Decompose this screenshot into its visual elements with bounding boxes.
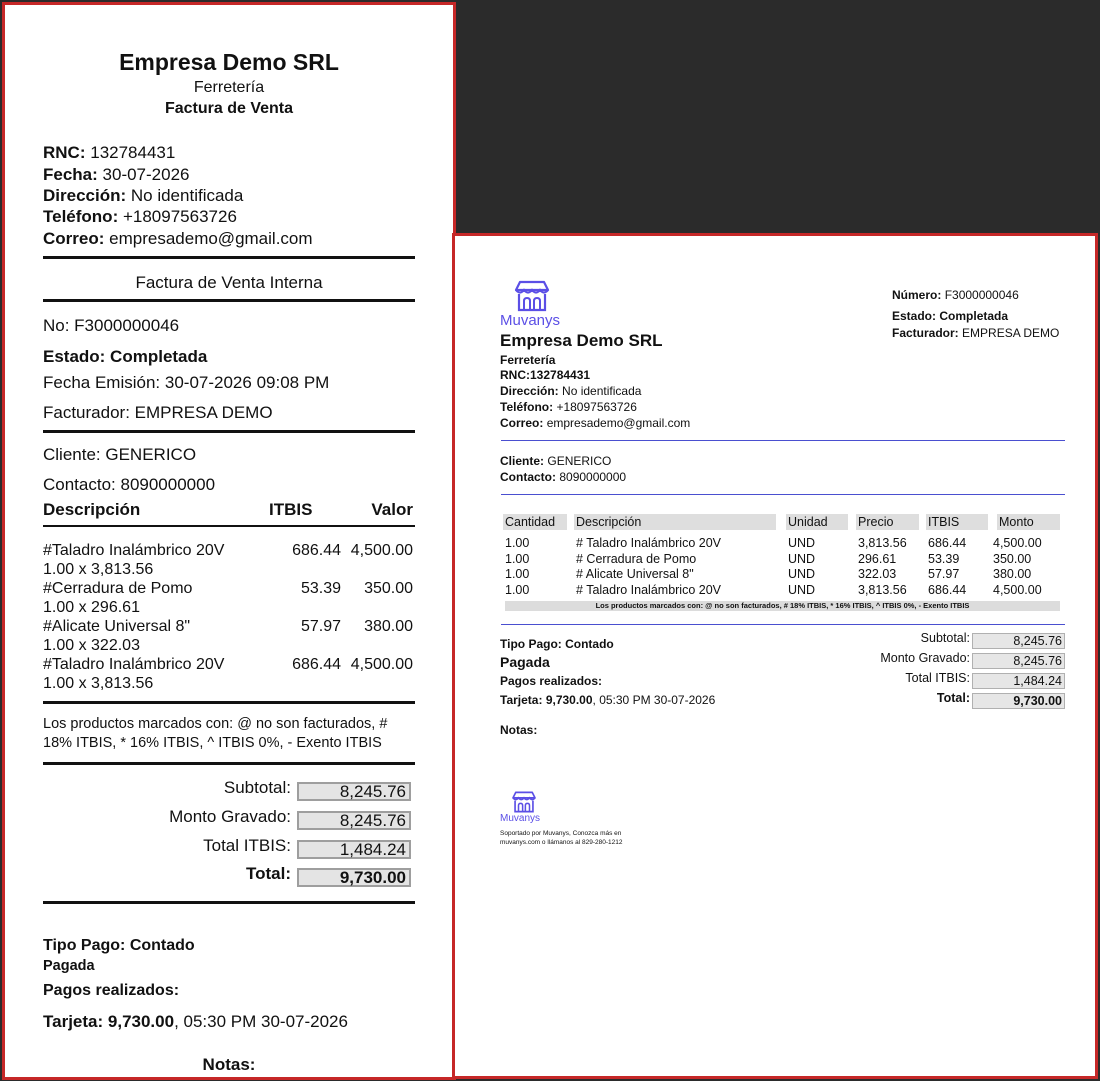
row-itbis: 53.39 (928, 551, 960, 566)
invoice-number: Número: F3000000046 (892, 288, 1019, 302)
gravado-value: 8,245.76 (972, 653, 1065, 669)
row-cantidad: 1.00 (505, 567, 530, 581)
row-monto: 4,500.00 (993, 582, 1042, 597)
col-itbis: ITBIS (926, 514, 988, 530)
company-rnc: RNC:132784431 (500, 368, 591, 382)
itbis-note-2: 18% ITBIS, * 16% ITBIS, ^ ITBIS 0%, - Exento ITBIS (43, 735, 382, 751)
invoice-panel (452, 233, 1098, 1079)
invoice-status: Estado: Completada (892, 309, 1009, 323)
receipt-panel (2, 2, 456, 1080)
row-precio: 322.03 (858, 567, 897, 581)
item-valor: 4,500.00 (350, 542, 413, 559)
col-cantidad: Cantidad (503, 514, 567, 530)
invoice-status: Estado: Completada (43, 347, 208, 366)
itbis-total-value: 1,484.24 (297, 840, 411, 859)
contact: Contacto: 8090000000 (43, 475, 216, 494)
itbis-note: Los productos marcados con: @ no son facturados, # 18% ITBIS, * 16% ITBIS, ^ ITBIS 0%, - Exento ITBIS (505, 601, 1060, 611)
subtotal-label: Subtotal: (223, 778, 291, 797)
company-phone: Teléfono: +18097563726 (500, 400, 637, 414)
item-itbis: 57.97 (300, 618, 341, 635)
company-name: Empresa Demo SRL (500, 331, 663, 350)
row-cantidad: 1.00 (505, 582, 530, 597)
divider (43, 430, 415, 433)
company-address: Dirección: No identificada (500, 384, 642, 398)
invoice-number: No: F3000000046 (43, 316, 180, 335)
divider (501, 494, 1065, 495)
payment-status: Pagada (43, 958, 95, 974)
item-valor: 350.00 (364, 580, 413, 597)
row-monto: 350.00 (993, 551, 1032, 566)
col-header-desc: Descripción (43, 500, 141, 519)
item-desc: #Alicate Universal 8" (43, 618, 191, 635)
payment-detail: Tarjeta: 9,730.00, 05:30 PM 30-07-2026 (43, 1012, 348, 1031)
payment-type: Tipo Pago: Contado (43, 937, 195, 954)
notes-label: Notas: (500, 723, 538, 737)
row-unidad: UND (788, 567, 816, 581)
item-desc: #Cerradura de Pomo (43, 580, 193, 597)
item-itbis: 686.44 (292, 656, 341, 673)
company-type: Ferretería (500, 353, 556, 367)
footer-line-1: Soportado por Muvanys, Conozca más en (500, 830, 622, 837)
telefono-line: Teléfono: +18097563726 (43, 207, 237, 226)
row-cantidad: 1.00 (505, 551, 530, 566)
row-desc: # Cerradura de Pomo (576, 551, 697, 566)
divider (43, 525, 415, 527)
company-type: Ferretería (193, 79, 265, 96)
item-valor: 380.00 (364, 618, 413, 635)
total-value: 9,730.00 (972, 693, 1065, 709)
item-desc: #Taladro Inalámbrico 20V (43, 542, 225, 559)
payments-made: Pagos realizados: (500, 674, 603, 688)
invoice-contact: Contacto: 8090000000 (500, 470, 627, 484)
divider (501, 440, 1065, 441)
row-monto: 380.00 (993, 567, 1032, 581)
item-qty: 1.00 x 296.61 (43, 599, 140, 616)
itbis-total-label: Total ITBIS: (905, 671, 970, 685)
item-qty: 1.00 x 322.03 (43, 637, 140, 654)
itbis-total-value: 1,484.24 (972, 673, 1065, 689)
gravado-label: Monto Gravado: (880, 651, 970, 665)
payments-made: Pagos realizados: (43, 982, 180, 999)
subtotal-value: 8,245.76 (972, 633, 1065, 649)
footer-line-2: muvanys.com o llámanos al 829-280-1212 (500, 839, 623, 846)
row-desc: # Taladro Inalámbrico 20V (576, 582, 721, 597)
divider (43, 901, 415, 904)
item-itbis: 53.39 (300, 580, 341, 597)
company-email: Correo: empresademo@gmail.com (500, 416, 691, 430)
biller: Facturador: EMPRESA DEMO (43, 403, 273, 422)
rnc-line: RNC: 132784431 (43, 143, 176, 162)
receipt-title: Factura de Venta (164, 100, 294, 117)
gravado-label: Monto Gravado: (169, 807, 291, 826)
divider (43, 701, 415, 704)
subtotal-label: Subtotal: (920, 631, 970, 645)
divider (43, 762, 415, 765)
footer-brand-name: Muvanys (500, 813, 541, 824)
divider (43, 299, 415, 302)
fecha-line: Fecha: 30-07-2026 (43, 165, 190, 184)
total-label: Total: (245, 864, 291, 883)
company-name: Empresa Demo SRL (119, 49, 339, 75)
col-unidad: Unidad (786, 514, 848, 530)
notes-label: Notas: (202, 1055, 256, 1074)
payment-status: Pagada (500, 654, 550, 670)
emission-date: Fecha Emisión: 30-07-2026 09:08 PM (43, 373, 330, 392)
row-desc: # Taladro Inalámbrico 20V (576, 536, 721, 550)
section-title: Factura de Venta Interna (135, 273, 323, 292)
row-itbis: 57.97 (928, 567, 960, 581)
item-valor: 4,500.00 (350, 656, 413, 673)
col-monto: Monto (997, 514, 1060, 530)
payment-detail: Tarjeta: 9,730.00, 05:30 PM 30-07-2026 (500, 693, 716, 707)
divider (43, 256, 415, 259)
row-monto: 4,500.00 (993, 536, 1042, 550)
item-qty: 1.00 x 3,813.56 (43, 561, 154, 578)
client: Cliente: GENERICO (43, 445, 197, 464)
col-precio: Precio (856, 514, 919, 530)
subtotal-value: 8,245.76 (297, 782, 411, 801)
item-qty: 1.00 x 3,813.56 (43, 675, 154, 692)
itbis-total-label: Total ITBIS: (203, 836, 291, 855)
correo-line: Correo: empresademo@gmail.com (43, 229, 313, 248)
row-cantidad: 1.00 (505, 536, 530, 550)
divider (501, 624, 1065, 625)
item-itbis: 686.44 (292, 542, 341, 559)
row-unidad: UND (788, 536, 816, 550)
row-itbis: 686.44 (928, 582, 967, 597)
row-itbis: 686.44 (928, 536, 967, 550)
col-header-itbis: ITBIS (269, 500, 313, 519)
row-unidad: UND (788, 582, 816, 597)
col-header-valor: Valor (371, 500, 413, 519)
row-desc: # Alicate Universal 8" (576, 567, 694, 581)
total-value: 9,730.00 (297, 868, 411, 887)
row-unidad: UND (788, 551, 816, 566)
direccion-line: Dirección: No identificada (43, 186, 244, 205)
brand-name: Muvanys (500, 312, 561, 329)
row-precio: 3,813.56 (858, 536, 907, 550)
invoice-biller: Facturador: EMPRESA DEMO (892, 326, 1060, 340)
item-desc: #Taladro Inalámbrico 20V (43, 656, 225, 673)
total-label: Total: (936, 691, 970, 705)
row-precio: 296.61 (858, 551, 897, 566)
invoice-client: Cliente: GENERICO (500, 454, 612, 468)
payment-type: Tipo Pago: Contado (500, 637, 614, 651)
col-descripcion: Descripción (574, 514, 776, 530)
row-precio: 3,813.56 (858, 582, 907, 597)
gravado-value: 8,245.76 (297, 811, 411, 830)
itbis-note-1: Los productos marcados con: @ no son facturados, # (43, 716, 388, 732)
